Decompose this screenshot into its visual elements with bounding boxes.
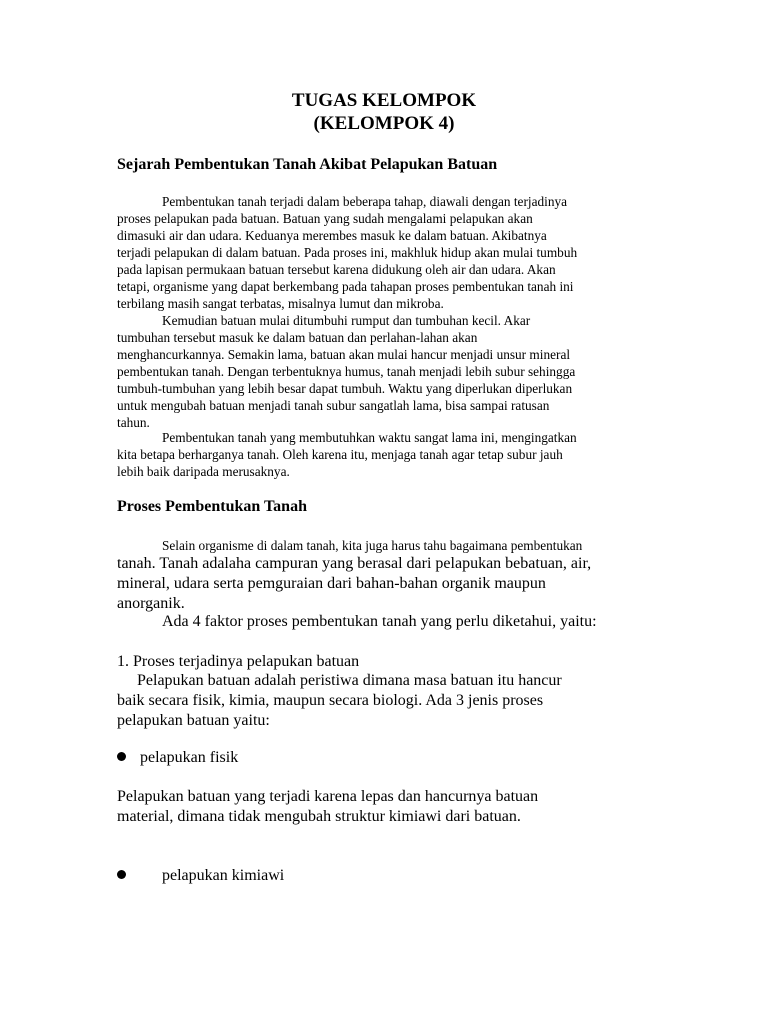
bullet-label: pelapukan kimiawi <box>162 867 285 884</box>
paragraph-3 <box>117 429 657 480</box>
paragraph-line: Pembentukan tanah yang membutuhkan waktu sangat lama ini, mengingatkan <box>162 430 577 445</box>
paragraph-line: lebih baik daripada merusaknya. <box>117 464 290 479</box>
paragraph-line: Pelapukan batuan adalah peristiwa dimana masa batuan itu hancur <box>137 672 562 689</box>
paragraph-line: Kemudian batuan mulai ditumbuhi rumput dan tumbuhan kecil. Akar <box>162 313 531 328</box>
bullet-item-kimiawi <box>117 866 284 886</box>
paragraph-2 <box>117 312 657 431</box>
intro-small-line <box>117 537 657 554</box>
paragraph-line: dimasuki air dan udara. Keduanya merembes masuk ke dalam batuan. Akibatnya <box>117 228 547 243</box>
item-1-text <box>117 671 562 731</box>
paragraph-line: tumbuhan tersebut masuk ke dalam batuan dan perlahan-lahan akan <box>117 330 478 345</box>
item-1-title <box>117 652 359 672</box>
paragraph-1 <box>117 193 657 312</box>
paragraph-line: Ada 4 faktor proses pembentukan tanah yang perlu diketahui, yaitu: <box>162 613 597 630</box>
paragraph-line: mineral, udara serta pemguraian dari bahan-bahan organik maupun <box>117 575 546 592</box>
section-heading-sejarah: Sejarah Pembentukan Tanah Akibat Pelapukan Batuan <box>117 156 498 173</box>
section-heading-proses: Proses Pembentukan Tanah <box>117 498 307 515</box>
bullet-icon <box>117 752 126 761</box>
list-item-title: 1. Proses terjadinya pelapukan batuan <box>117 653 360 670</box>
bullet-item-fisik <box>117 748 238 768</box>
paragraph-line: tahun. <box>117 415 150 430</box>
paragraph-line: tetapi, organisme yang dapat berkembang pada tahapan proses pembentukan tanah ini <box>117 279 574 294</box>
paragraph-line: Selain organisme di dalam tanah, kita juga harus tahu bagaimana pembentukan <box>162 538 583 553</box>
paragraph-line: material, dimana tidak mengubah struktur kimiawi dari batuan. <box>117 808 521 825</box>
bullet-icon <box>117 870 126 879</box>
intro-big-text <box>117 554 591 614</box>
paragraph-line: Pembentukan tanah terjadi dalam beberapa tahap, diawali dengan terjadinya <box>162 194 568 209</box>
paragraph-line: menghancurkannya. Semakin lama, batuan akan mulai hancur menjadi unsur mineral <box>117 347 571 362</box>
paragraph-line: proses pelapukan pada batuan. Batuan yang sudah mengalami pelapukan akan <box>117 211 533 226</box>
paragraph-line: kita betapa berharganya tanah. Oleh karena itu, menjaga tanah agar tetap subur jauh <box>117 447 563 462</box>
bullet-1-text <box>117 787 538 827</box>
paragraph-line: pembentukan tanah. Dengan terbentuknya humus, tanah menjadi lebih subur sehingga <box>117 364 576 379</box>
paragraph-line: terbilang masih sangat terbatas, misalnya lumut dan mikroba. <box>117 296 444 311</box>
bullet-label: pelapukan fisik <box>140 749 239 766</box>
paragraph-line: Pelapukan batuan yang terjadi karena lepas dan hancurnya batuan <box>117 788 539 805</box>
paragraph-line: tanah. Tanah adalaha campuran yang berasal dari pelapukan bebatuan, air, <box>117 555 592 572</box>
paragraph-line: anorganik. <box>117 595 185 612</box>
paragraph-line: terjadi pelapukan di dalam batuan. Pada proses ini, makhluk hidup akan mulai tumbuh <box>117 245 578 260</box>
paragraph-line: pelapukan batuan yaitu: <box>117 712 270 729</box>
document-title: TUGAS KELOMPOK <box>291 90 477 111</box>
factors-line <box>117 612 597 632</box>
paragraph-line: baik secara fisik, kimia, maupun secara biologi. Ada 3 jenis proses <box>117 692 544 709</box>
paragraph-line: pada lapisan permukaan batuan tersebut karena didukung oleh air dan udara. Akan <box>117 262 556 277</box>
paragraph-line: tumbuh-tumbuhan yang lebih besar dapat tumbuh. Waktu yang diperlukan diperlukan <box>117 381 573 396</box>
paragraph-line: untuk mengubah batuan menjadi tanah subur sangatlah lama, bisa sampai ratusan <box>117 398 550 413</box>
document-subtitle: (KELOMPOK 4) <box>313 113 455 134</box>
